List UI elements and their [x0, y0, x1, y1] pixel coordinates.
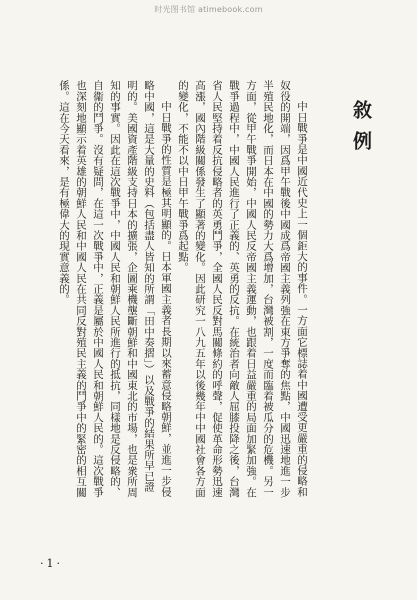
page-number: ·1·	[40, 557, 63, 570]
watermark-text: 时光图书馆 atimebook.com	[154, 5, 263, 14]
paragraph-2: 中日戰爭的性質是極其明顯的。日本軍國主義者長期以來蓄意侵略朝鮮，並進一步侵略中國，這是大量的史料（包括盡人皆知的所謂「田中奏摺」）以及戰爭的結果所早已證明的。美國資產階級支持日本的擴張，企圖乘機壟斷朝鮮和中國東北的市場，也是衆所周知的事實。因此在這次戰爭中，中國人民和朝鮮人民所進行的抵抗，同樣地是反侵略的、自衞的鬥爭。沒有疑問，在這一次戰爭中，正義是屬於中國人民和朝鮮人民的。這次戰爭也深刻地顯示着英雄的朝鮮人民和中國人民在共同反對殖民主義的鬥爭中的緊密的相互關係。這在今天看來，是有極偉大的現實意義的。	[58, 80, 172, 498]
section-title: 敘例	[350, 100, 372, 162]
paragraph-1: 中日戰爭是中國近代史上一個鉅大的事件。一方面它標誌着中國遭受更嚴重的侵略和奴役的開端，因爲甲午戰後中國成爲帝國主義列強在東方爭奪的焦點，中國迅速地進一步半殖民地化，而日本在中國的勢力大爲增加，台灣被割，一度而臨着被瓜分的危機。另一方面，從甲午戰爭開始，中國人民反帝國主義運動，也跟着日益嚴重的局面加緊加強。在戰爭過程中，中國人民進行了正義的、英勇的反抗。在統治者向敵人屈膝投降之後，台灣省人民堅持着反抗侵略者的英勇鬥爭，全國人民反對馬關條約的呼聲，促使革命形勢迅速高漲，國內階級關係發生了顯著的變化。因此研究一八九五年以後幾年中中國社會各方面的變化，不能不以中日甲午戰爭爲起點。	[177, 80, 308, 498]
body-text	[55, 80, 310, 500]
